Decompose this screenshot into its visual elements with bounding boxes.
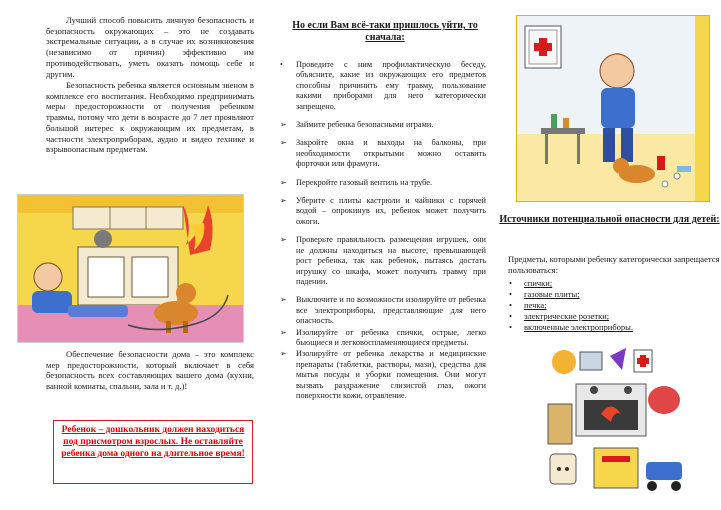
warning-box: Ребенок – дошкольник должен находиться под присмотром взрослых. Не оставляйте ребенка дома одного на длительное время! [53,420,253,484]
list-item: • включенные электроприборы. [509,322,634,333]
right-panel [498,0,721,510]
list-item: ➢ Закройте окна и выходы на балконы, при необходимости открытыми можно оставить форточки или фрамуги. [280,138,486,169]
list-item: • электрические розетки; [509,311,610,322]
list-item: • газовые плиты; [509,289,580,300]
list-item: ➢ Уберите с плиты кастрюли и чайники с горячей водой – опрокинув их, ребенок может получить ожоги. [280,196,486,226]
household-hazards-collage-illustration [546,344,692,502]
list-item: • спички; [509,278,553,288]
sources-list [508,278,708,333]
list-item: ➢ Перекройте газовый вентиль на трубе. [280,177,433,187]
tips-list [278,60,486,402]
list-item: • Проведите с ним профилактическую беседу, объясните, какие из окружающих его предметов способны причинить ему травму, пользование какими приборами для него категорически запрещено. [280,60,486,111]
middle-panel [262,0,498,510]
list-item: ➢ Займите ребенка безопасными играми. [280,120,434,130]
list-item: ➢ Проверьте правильность размещения игрушек, они не должны находиться на высоте, превышающей рост ребенка, так как ребенок, пытаясь достать игрушку со шкафа, может получить травму при падении. [280,235,486,286]
sources-intro: Предметы, которыми ребенку категорически запрещается пользоваться: [508,254,720,275]
list-item: ➢ Изолируйте от ребенка лекарства и медицинские препараты (таблетки, растворы, мази), средства для мытья посуды и уборки помещения. Они могут вызвать раздражение слизистой глаз, ожоги поверхности кожи, отравление. [280,349,486,400]
list-item: • печка; [509,300,547,311]
kitchen-scene-illustration [17,194,244,343]
middle-heading: Но если Вам всё-таки пришлось уйти, то сначала: [292,20,478,43]
home-safety-paragraph: Обеспечение безопасности дома – это комплекс мер предосторожности, который включает в себя безопасность всех составляющих вашего дома (кухни, ванной комнаты, спальни, зала и т. д.)! [46,349,254,392]
intro-paragraph: Лучший способ повысить личную безопасность и безопасность окружающих – это не создавать экстремальные ситуации, а в случае их возникновения (независимо от причин) эффективно им противодействовать, уметь оказать помощь себе и другим. [46,15,254,79]
left-panel [0,0,262,510]
sources-heading: Источники потенциальной опасности для детей: [499,214,720,225]
safety-paragraph: Безопасность ребенка является основным звеном в комплексе его воспитания. Необходимо предпринимать меры предосторожности от получения ребенком травмы, потому что дети в возрасте до 7 лет проявляют большой интерес к окружающим их предметам, в частности электроприборам, аудио и видео технике и взрывоопасным предметам. [46,80,254,155]
list-item: ➢ Выключите и по возможности изолируйте от ребенка все электроприборы, представляющие для него опасность. [280,295,486,326]
medicine-cabinet-scene-illustration [516,15,710,202]
list-item: ➢ Изолируйте от ребенка спички, острые, легко бьющиеся и легковоспламеняющиеся предметы. [280,327,486,347]
